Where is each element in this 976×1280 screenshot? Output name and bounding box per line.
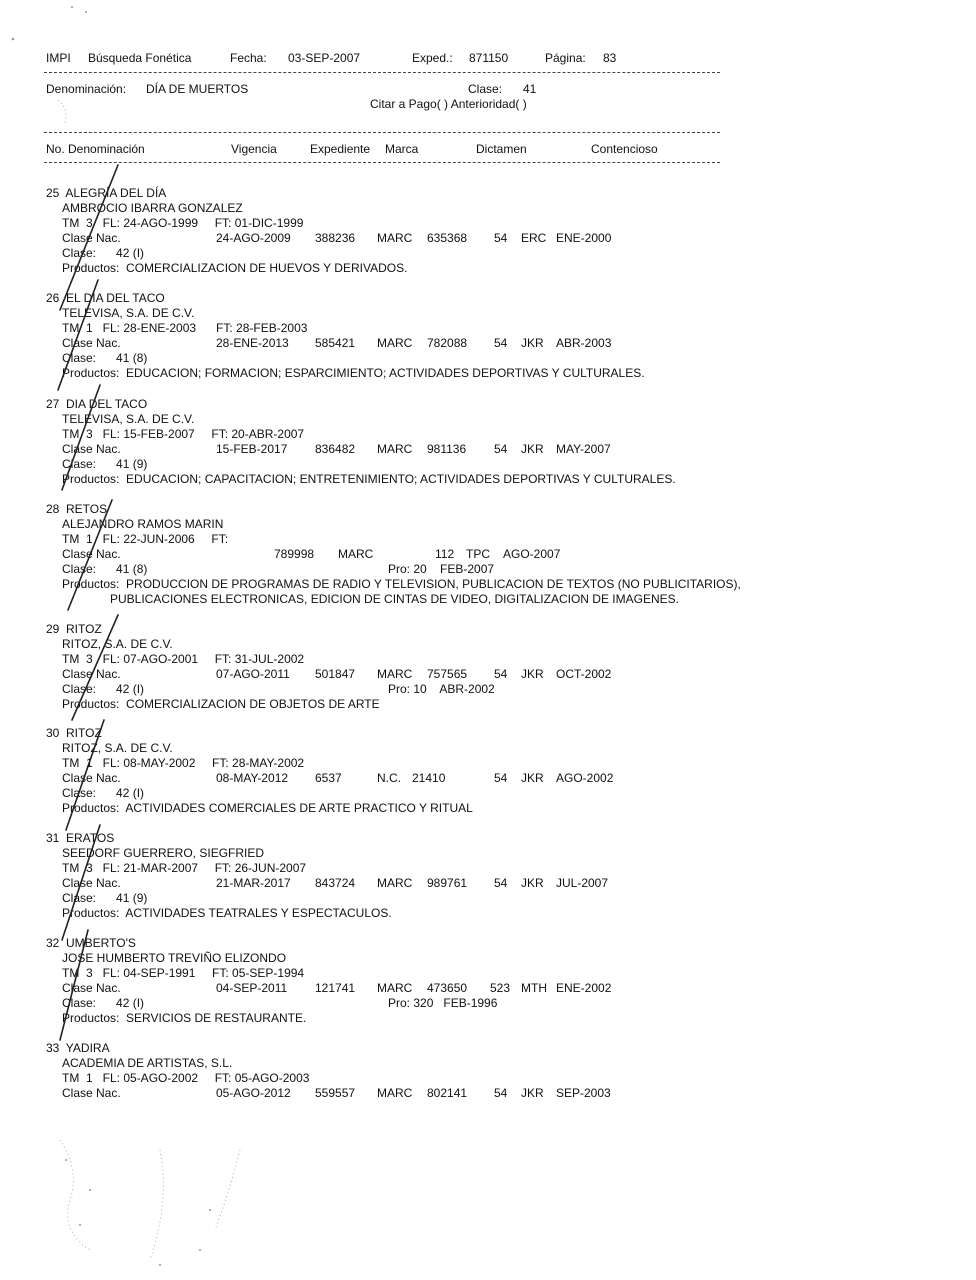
record-title: 32 UMBERTO'S (46, 936, 136, 950)
pagina-value: 83 (603, 51, 617, 65)
record-marc: MARC (377, 1086, 413, 1100)
record-expediente: 789998 (274, 547, 315, 561)
record-dictamen-code: 54 (494, 336, 508, 350)
col-contencioso: Contencioso (591, 142, 658, 156)
record-registro: 473650 (427, 981, 468, 995)
record-registro: 989761 (427, 876, 468, 890)
record-productos: Productos: COMERCIALIZACION DE OBJETOS DE ARTE (62, 697, 380, 711)
denominacion-value: DÍA DE MUERTOS (146, 82, 249, 96)
record-owner: TELEVISA, S.A. DE C.V. (62, 412, 195, 426)
record-owner: AMBROCIO IBARRA GONZALEZ (62, 201, 243, 215)
record-clase: Clase: 42 (I) (62, 246, 145, 260)
record-title: 31 ERATOS (46, 831, 115, 845)
record-registro: 782088 (427, 336, 468, 350)
record-owner: RITOZ, S.A. DE C.V. (62, 741, 173, 755)
record-clase: Clase: 41 (8) (62, 562, 148, 576)
record-tm-dates: TM 3 FL: 24-AGO-1999 FT: 01-DIC-1999 (62, 216, 304, 230)
record-title: 25 ALEGRÍA DEL DÍA (46, 186, 167, 200)
record-clase: Clase: 41 (9) (62, 457, 148, 471)
record-dictamen-code: 54 (494, 771, 508, 785)
col-vigencia: Vigencia (231, 142, 277, 156)
clase-nac-label: Clase Nac. (62, 442, 121, 456)
record-registro: 802141 (427, 1086, 468, 1100)
record-productos: Productos: ACTIVIDADES TEATRALES Y ESPECTACULOS. (62, 906, 392, 920)
record-clase: Clase: 42 (I) (62, 786, 145, 800)
record-contencioso-date: SEP-2003 (556, 1086, 611, 1100)
record-dictamen-examiner: ERC (521, 231, 547, 245)
record-pro: Pro: 10 ABR-2002 (388, 682, 495, 696)
record-expediente: 836482 (315, 442, 356, 456)
record-pro: Pro: 320 FEB-1996 (388, 996, 498, 1010)
record-title: 29 RITOZ (46, 622, 102, 636)
record-marc: MARC (377, 667, 413, 681)
clase-label: Clase: (468, 82, 503, 96)
record-dictamen-code: 54 (494, 231, 508, 245)
record-registro: 981136 (427, 442, 467, 456)
record-owner: ALEJANDRO RAMOS MARIN (62, 517, 224, 531)
org-name: IMPI (46, 51, 71, 65)
fecha-value: 03-SEP-2007 (288, 51, 361, 65)
record-tm-dates: TM 3 FL: 21-MAR-2007 FT: 26-JUN-2007 (62, 861, 307, 875)
record-dictamen-examiner: JKR (521, 1086, 544, 1100)
record-owner: JOSE HUMBERTO TREVIÑO ELIZONDO (62, 951, 287, 965)
record-marc: MARC (377, 876, 413, 890)
record-contencioso-date: JUL-2007 (556, 876, 609, 890)
record-marc: MARC (377, 231, 413, 245)
record-contencioso-date: AGO-2007 (503, 547, 561, 561)
divider (44, 162, 720, 163)
record-owner: SEEDORF GUERRERO, SIEGFRIED (62, 846, 265, 860)
record-title: 27 DIA DEL TACO (46, 397, 148, 411)
record-tm-dates: TM 3 FL: 07-AGO-2001 FT: 31-JUL-2002 (62, 652, 305, 666)
record-expediente: 501847 (315, 667, 356, 681)
fecha-label: Fecha: (230, 51, 267, 65)
record-dictamen-code: 54 (494, 442, 508, 456)
exped-label: Exped.: (412, 51, 453, 65)
record-clase: Clase: 42 (I) (62, 996, 145, 1010)
record-productos: Productos: EDUCACION; FORMACION; ESPARCIMIENTO; ACTIVIDADES DEPORTIVAS Y CULTURALES. (62, 366, 645, 380)
record-marc: MARC (377, 981, 413, 995)
record-dictamen-examiner: JKR (521, 442, 544, 456)
divider (44, 132, 720, 133)
record-productos: Productos: EDUCACION; CAPACITACION; ENTRETENIMIENTO; ACTIVIDADES DEPORTIVAS Y CULTURALES. (62, 472, 676, 486)
record-expediente: 388236 (315, 231, 356, 245)
record-tm-dates: TM 1 FL: 28-ENE-2003 FT: 28-FEB-2003 (62, 321, 308, 335)
record-contencioso-date: ENE-2002 (556, 981, 612, 995)
record-dictamen-code: 54 (494, 667, 508, 681)
report-title: Búsqueda Fonética (88, 51, 192, 65)
clase-nac-label: Clase Nac. (62, 1086, 121, 1100)
record-expediente: 559557 (315, 1086, 356, 1100)
record-tm-dates: TM 1 FL: 22-JUN-2006 FT: (62, 532, 229, 546)
record-vigencia: 07-AGO-2011 (216, 667, 290, 681)
clase-nac-label: Clase Nac. (62, 547, 121, 561)
record-registro: 635368 (427, 231, 468, 245)
record-marc: MARC (377, 442, 413, 456)
record-clase: Clase: 42 (I) (62, 682, 145, 696)
record-productos-cont: PUBLICACIONES ELECTRONICAS, EDICION DE CINTAS DE VIDEO, DIGITALIZACION DE IMAGENES. (110, 592, 679, 606)
record-productos: Productos: COMERCIALIZACION DE HUEVOS Y DERIVADOS. (62, 261, 408, 275)
record-registro: 21410 (412, 771, 446, 785)
record-productos: Productos: ACTIVIDADES COMERCIALES DE ARTE PRACTICO Y RITUAL (62, 801, 473, 815)
record-registro: 757565 (427, 667, 468, 681)
record-expediente: 6537 (315, 771, 342, 785)
record-marc: N.C. (377, 771, 401, 785)
record-tm-dates: TM 1 FL: 05-AGO-2002 FT: 05-AGO-2003 (62, 1071, 310, 1085)
clase-nac-label: Clase Nac. (62, 231, 121, 245)
record-title: 28 RETOS (46, 502, 108, 516)
clase-nac-label: Clase Nac. (62, 771, 121, 785)
record-title: 30 RITOZ (46, 726, 102, 740)
record-dictamen-code: 54 (494, 876, 508, 890)
citar-flags: Citar a Pago( ) Anterioridad( ) (370, 97, 527, 111)
record-owner: ACADEMIA DE ARTISTAS, S.L. (62, 1056, 233, 1070)
record-productos: Productos: PRODUCCION DE PROGRAMAS DE RADIO Y TELEVISION, PUBLICACION DE TEXTOS (NO PUBLICITARIOS), (62, 577, 741, 591)
exped-value: 871150 (469, 51, 509, 65)
record-dictamen-examiner: JKR (521, 876, 544, 890)
clase-value: 41 (523, 82, 537, 96)
record-tm-dates: TM 3 FL: 04-SEP-1991 FT: 05-SEP-1994 (62, 966, 305, 980)
record-owner: TELEVISA, S.A. DE C.V. (62, 306, 195, 320)
record-contencioso-date: AGO-2002 (556, 771, 614, 785)
pagina-label: Página: (545, 51, 586, 65)
clase-nac-label: Clase Nac. (62, 667, 121, 681)
record-title: 26 EL DIA DEL TACO (46, 291, 165, 305)
record-clase: Clase: 41 (9) (62, 891, 148, 905)
record-expediente: 121741 (315, 981, 356, 995)
record-vigencia: 04-SEP-2011 (216, 981, 288, 995)
col-no-denominacion: No. Denominación (46, 142, 145, 156)
record-contencioso-date: ENE-2000 (556, 231, 612, 245)
col-expediente: Expediente (310, 142, 371, 156)
record-tm-dates: TM 1 FL: 08-MAY-2002 FT: 28-MAY-2002 (62, 756, 305, 770)
record-tm-dates: TM 3 FL: 15-FEB-2007 FT: 20-ABR-2007 (62, 427, 305, 441)
record-dictamen-examiner: JKR (521, 771, 544, 785)
record-dictamen-examiner: JKR (521, 336, 544, 350)
record-vigencia: 21-MAR-2017 (216, 876, 291, 890)
record-contencioso-date: OCT-2002 (556, 667, 612, 681)
record-vigencia: 28-ENE-2013 (216, 336, 289, 350)
record-contencioso-date: ABR-2003 (556, 336, 612, 350)
record-contencioso-date: MAY-2007 (556, 442, 611, 456)
record-vigencia: 15-FEB-2017 (216, 442, 288, 456)
record-expediente: 843724 (315, 876, 356, 890)
record-dictamen-code: 54 (494, 1086, 508, 1100)
record-expediente: 585421 (315, 336, 356, 350)
record-clase: Clase: 41 (8) (62, 351, 148, 365)
divider (44, 72, 720, 73)
record-pro: Pro: 20 FEB-2007 (388, 562, 495, 576)
record-marc: MARC (377, 336, 413, 350)
clase-nac-label: Clase Nac. (62, 336, 121, 350)
record-vigencia: 05-AGO-2012 (216, 1086, 291, 1100)
record-title: 33 YADIRA (46, 1041, 110, 1055)
record-owner: RITOZ, S.A. DE C.V. (62, 637, 173, 651)
clase-nac-label: Clase Nac. (62, 981, 121, 995)
record-vigencia: 24-AGO-2009 (216, 231, 291, 245)
clase-nac-label: Clase Nac. (62, 876, 121, 890)
record-productos: Productos: SERVICIOS DE RESTAURANTE. (62, 1011, 307, 1025)
record-dictamen-code: 112 (435, 547, 455, 561)
col-dictamen: Dictamen (476, 142, 527, 156)
record-dictamen-code: 523 (490, 981, 511, 995)
record-marc: MARC (338, 547, 374, 561)
record-dictamen-examiner: JKR (521, 667, 544, 681)
denominacion-label: Denominación: (46, 82, 127, 96)
col-marca: Marca (385, 142, 419, 156)
record-dictamen-examiner: TPC (466, 547, 490, 561)
record-dictamen-examiner: MTH (521, 981, 547, 995)
record-vigencia: 08-MAY-2012 (216, 771, 289, 785)
